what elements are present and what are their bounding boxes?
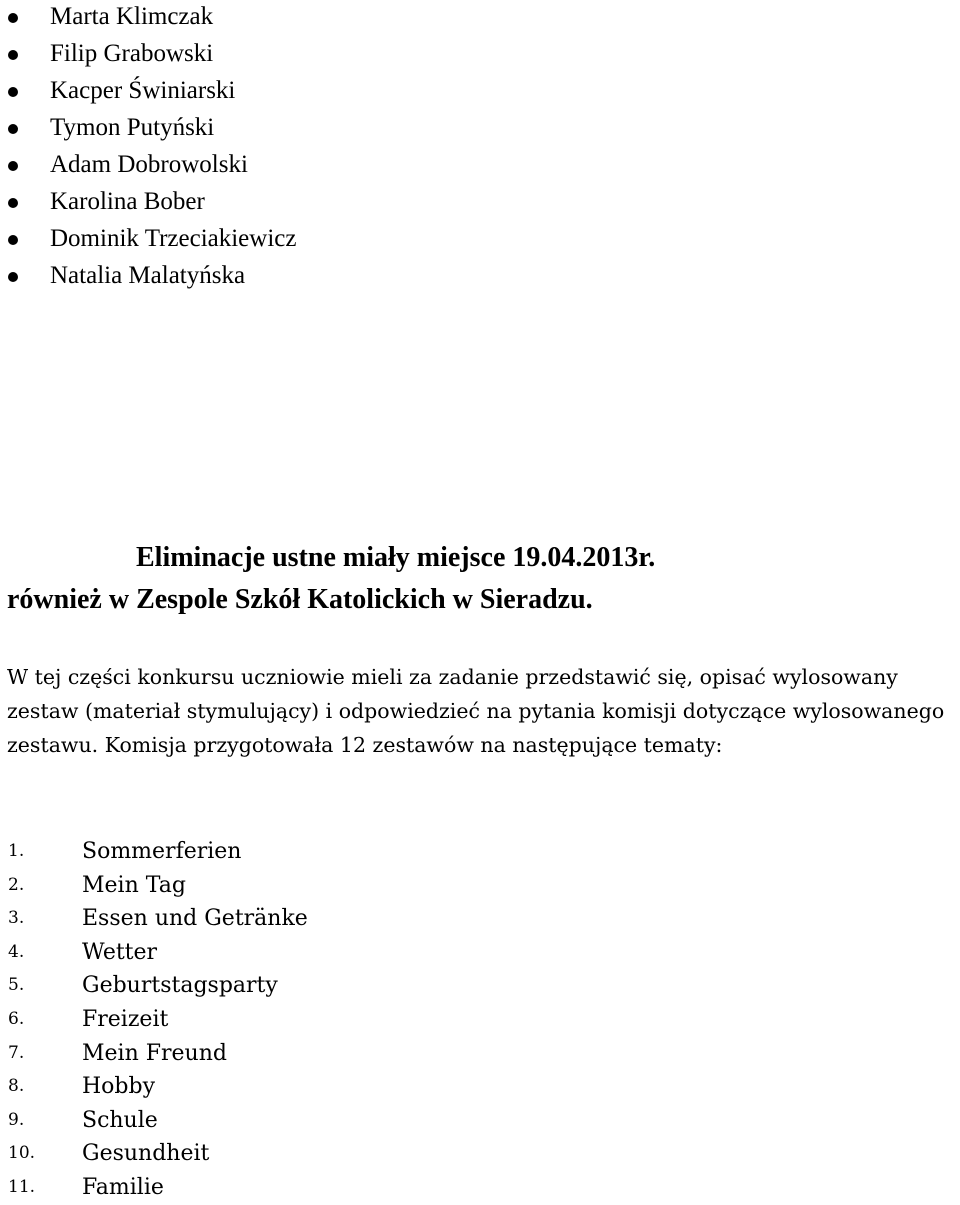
participant-item	[0, 222, 296, 259]
participant-item	[0, 37, 296, 74]
topic-label: Gesundheit	[82, 1141, 210, 1167]
topic-number: 4.	[8, 941, 25, 962]
bullet-icon	[8, 161, 18, 171]
topic-label: Sommerferien	[82, 839, 242, 864]
participant-name: Marta Klimczak	[50, 3, 214, 30]
participant-item	[0, 148, 296, 185]
bullet-icon	[8, 124, 18, 134]
participant-item	[0, 0, 296, 37]
participant-name: Adam Dobrowolski	[50, 151, 248, 178]
participant-item	[0, 185, 296, 222]
topic-number: 3.	[8, 908, 25, 929]
topic-label: Freizeit	[82, 1006, 169, 1032]
bullet-icon	[8, 13, 18, 23]
bullet-icon	[8, 198, 18, 208]
topic-number: 7.	[8, 1042, 25, 1063]
participant-name: Dominik Trzeciakiewicz	[50, 225, 297, 252]
topic-label: Wetter	[82, 939, 158, 965]
bullet-icon	[8, 50, 18, 60]
topic-number: 5.	[8, 975, 25, 996]
topic-label: Mein Freund	[82, 1040, 227, 1066]
topic-number: 9.	[8, 1109, 25, 1130]
topic-label: Schule	[82, 1107, 158, 1133]
participant-name: Tymon Putyński	[50, 114, 215, 141]
participant-item	[0, 74, 296, 111]
topic-number: 1.	[8, 841, 25, 861]
section-heading-line-1: Eliminacje ustne miały miejsce 19.04.2013r.	[136, 542, 656, 573]
topic-label: Familie	[82, 1174, 164, 1200]
topic-label: Essen und Getränke	[82, 906, 308, 932]
bullet-icon	[8, 87, 18, 97]
bullet-icon	[8, 235, 18, 245]
topic-number: 2.	[8, 874, 25, 895]
participant-name: Natalia Malatyńska	[50, 262, 246, 289]
topic-number: 11.	[8, 1176, 36, 1197]
topic-number: 8.	[8, 1076, 25, 1097]
topic-number: 6.	[8, 1008, 25, 1029]
section-heading-line-2: również w Zespole Szkół Katolickich w Sieradzu.	[7, 584, 593, 615]
topic-label: Mein Tag	[82, 872, 186, 898]
topic-label: Geburtstagsparty	[82, 973, 278, 999]
participant-name: Karolina Bober	[50, 188, 205, 215]
participant-list	[0, 0, 296, 296]
participant-name: Filip Grabowski	[50, 40, 214, 67]
participant-item	[0, 111, 296, 148]
topic-label: Hobby	[82, 1074, 156, 1100]
bullet-icon	[8, 272, 18, 282]
description-paragraph: W tej części konkursu uczniowie mieli za zadanie przedstawić się, opisać wylosowany zestaw (materiał stymulujący) i odpowiedzieć na pytania komisji dotyczące wylosowanego zestawu. Komisja przygotowała 12 zestawów na następujące tematy:	[7, 665, 945, 757]
participant-name: Kacper Świniarski	[50, 77, 236, 104]
participant-item	[0, 259, 296, 296]
topic-number: 10.	[8, 1143, 36, 1164]
